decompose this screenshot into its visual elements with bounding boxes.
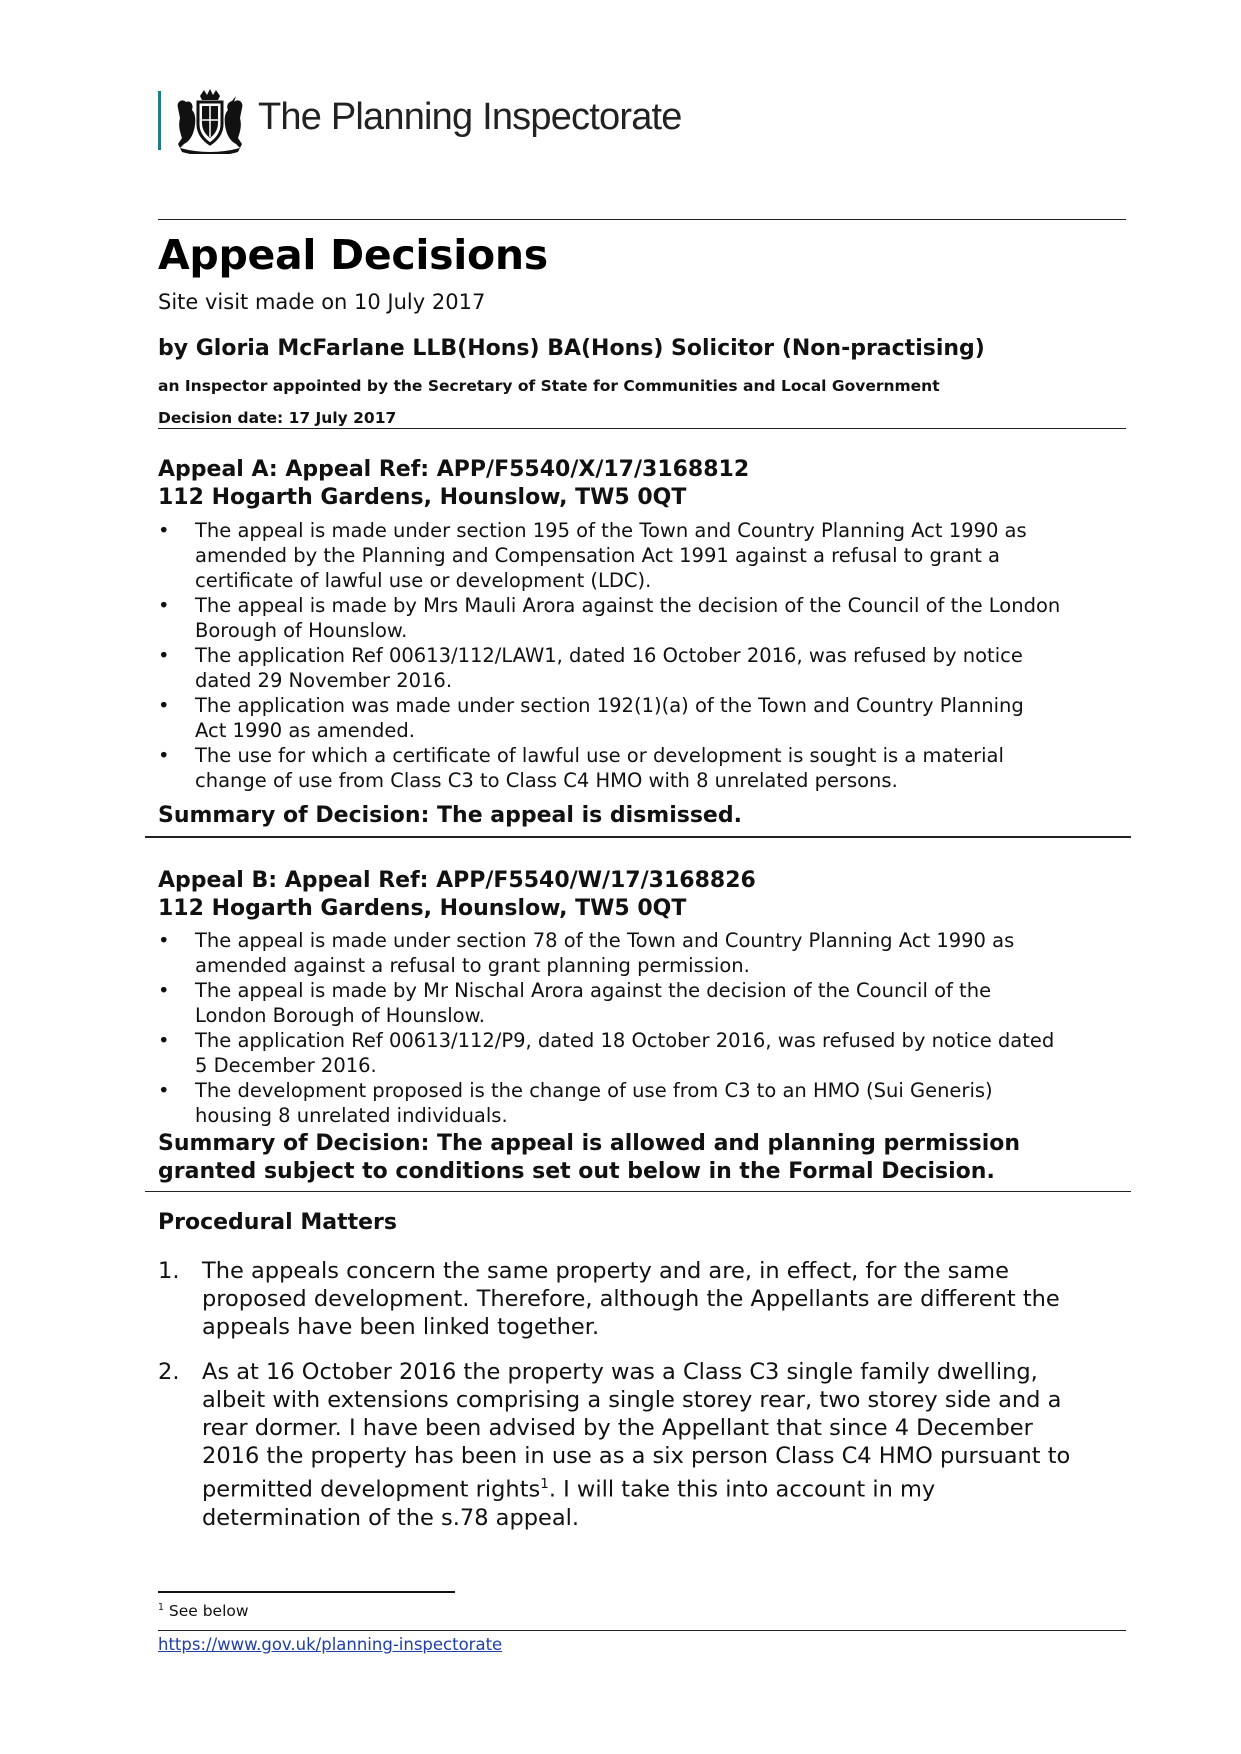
appeal-b-details <box>158 928 1054 1128</box>
page-title: Appeal Decisions <box>158 231 548 279</box>
appeal-b-divider <box>145 1191 1131 1192</box>
organisation-name: The Planning Inspectorate <box>258 96 682 138</box>
appeal-b-ref: Appeal B: Appeal Ref: APP/F5540/W/17/3168826 <box>158 868 756 893</box>
header-divider <box>158 219 1126 220</box>
footnote: $^1$ See below <box>158 1602 249 1621</box>
appeal-a-address: 112 Hogarth Gardens, Hounslow, TW5 0QT <box>158 485 687 510</box>
procedural-heading: Procedural Matters <box>158 1210 397 1235</box>
list-item: • The use for which a certificate of lawful use or development is sought is a material change of use from Class C3 to Class C4 HMO with 8 unrelated persons. <box>158 743 1060 793</box>
list-item: • The appeal is made under section 195 of the Town and Country Planning Act 1990 as amended by the Planning and Compensation Act 1991 against a refusal to grant a certificate of lawful use or development (LDC). <box>158 518 1060 593</box>
logo-accent-bar <box>158 91 161 150</box>
footnote-reference[interactable]: 1 <box>540 1476 549 1492</box>
list-item: • The application was made under section 192(1)(a) of the Town and Country Planning Act 1990 as amended. <box>158 693 1060 743</box>
list-item: • The application Ref 00613/112/P9, dated 18 October 2016, was refused by notice dated 5 December 2016. <box>158 1028 1054 1078</box>
appeal-a-ref: Appeal A: Appeal Ref: APP/F5540/X/17/3168812 <box>158 457 750 482</box>
site-visit-date: Site visit made on 10 July 2017 <box>158 290 486 314</box>
list-item: • The development proposed is the change of use from C3 to an HMO (Sui Generis) housing 8 unrelated individuals. <box>158 1078 1054 1128</box>
list-item: • The appeal is made by Mrs Mauli Arora against the decision of the Council of the London Borough of Hounslow. <box>158 593 1060 643</box>
appeal-b-heading <box>158 867 756 923</box>
appeal-a-heading <box>158 456 749 512</box>
list-item: • The application Ref 00613/112/LAW1, dated 16 October 2016, was refused by notice dated 29 November 2016. <box>158 643 1060 693</box>
appeal-a-summary: Summary of Decision: The appeal is dismissed. <box>158 803 742 828</box>
appeal-b-summary: Summary of Decision: The appeal is allowed and planning permission granted subject to conditions set out below in the Formal Decision. <box>158 1131 1021 1184</box>
list-item: • The appeal is made by Mr Nischal Arora against the decision of the Council of the London Borough of Hounslow. <box>158 978 1054 1028</box>
paragraph-2: 2. As at 16 October 2016 the property was a Class C3 single family dwelling, albeit with extensions comprising a single storey rear, two storey side and a rear dormer. I have been advised by the Appellant that since 4 December 2016 the property has been in use as a six person Class C4 HMO pursuant to permitted development rights$^1$. I will take this into account in my determination of the s.78 appeal. <box>158 1359 1071 1531</box>
paragraph-1: 1. The appeals concern the same property and are, in effect, for the same proposed development. Therefore, although the Appellants are different the appeals have been linked together. <box>158 1258 1060 1340</box>
appointment-note: an Inspector appointed by the Secretary of State for Communities and Local Government <box>158 377 940 395</box>
appeal-a-details <box>158 518 1060 793</box>
decision-date: Decision date: 17 July 2017 <box>158 409 397 427</box>
footnote-divider <box>158 1591 455 1593</box>
footer-link[interactable]: https://www.gov.uk/planning-inspectorate <box>158 1635 503 1654</box>
appeal-a-divider <box>145 836 1131 838</box>
footer-divider <box>158 1630 1126 1631</box>
inspector-name: by Gloria McFarlane LLB(Hons) BA(Hons) Solicitor (Non-practising) <box>158 336 985 361</box>
appeal-b-address: 112 Hogarth Gardens, Hounslow, TW5 0QT <box>158 896 687 921</box>
royal-crest-icon <box>174 88 246 154</box>
paragraph-number: 2. <box>158 1359 180 1385</box>
list-item: • The appeal is made under section 78 of the Town and Country Planning Act 1990 as amended against a refusal to grant planning permission. <box>158 928 1054 978</box>
title-divider <box>158 428 1126 429</box>
paragraph-number: 1. <box>158 1258 180 1284</box>
